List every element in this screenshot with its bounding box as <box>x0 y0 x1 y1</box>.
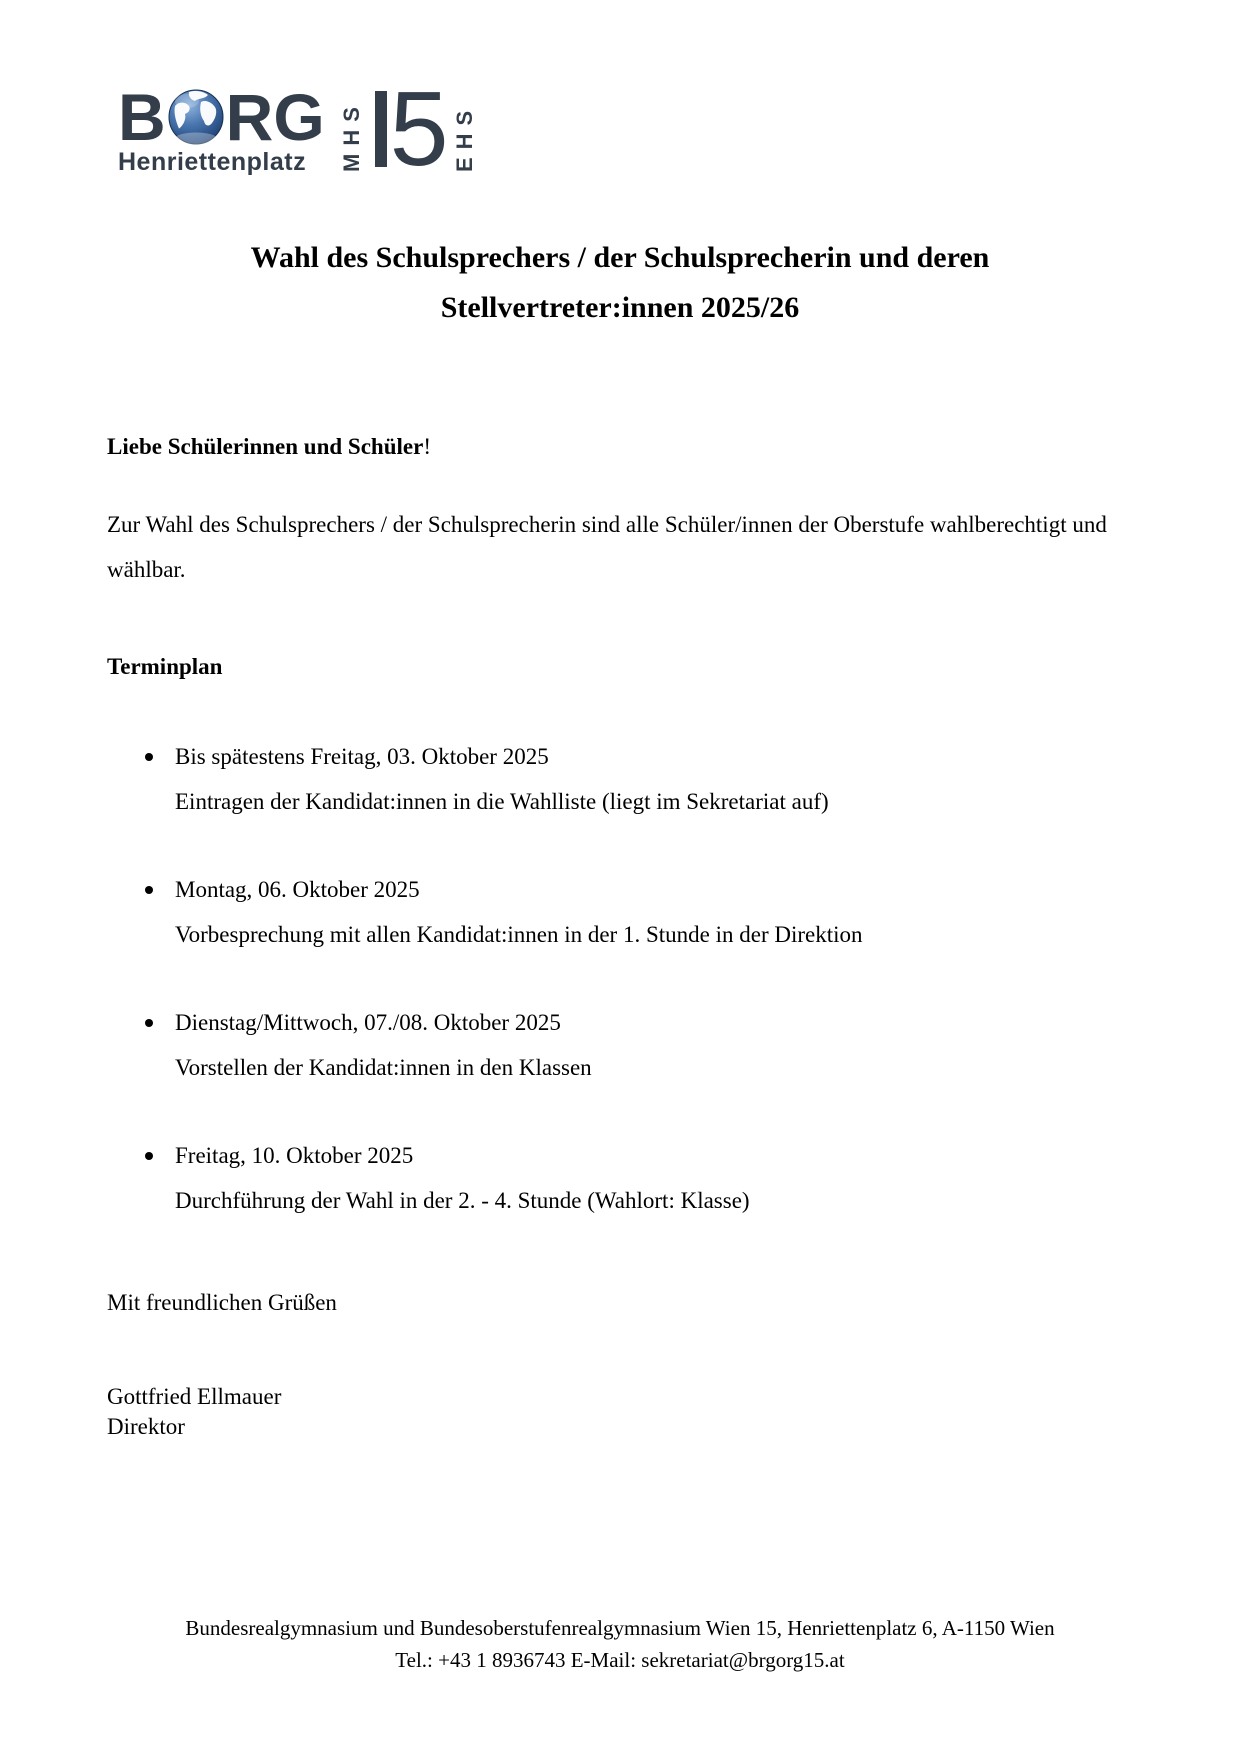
schedule-list <box>107 734 1137 1266</box>
footer-address-line: Bundesrealgymnasium und Bundesoberstufenrealgymnasium Wien 15, Henriettenplatz 6, A-1150 Wien <box>185 1616 1055 1640</box>
logo-letter-b: B <box>118 80 166 154</box>
schedule-item-description: Vorstellen der Kandidat:innen in den Klassen <box>175 1055 592 1080</box>
salutation-punctuation: ! <box>423 434 431 459</box>
bullet-icon <box>145 886 153 894</box>
logo-borg-word <box>118 80 325 154</box>
intro-paragraph: Zur Wahl des Schulsprechers / der Schulsprecherin sind alle Schüler/innen der Oberstufe wahlberechtigt und wählbar. <box>107 512 1107 582</box>
bullet-icon <box>145 1019 153 1027</box>
schedule-item <box>107 734 1137 824</box>
page-title <box>0 233 1240 333</box>
schedule-item-date: Montag, 06. Oktober 2025 <box>175 877 420 902</box>
schedule-item-date: Dienstag/Mittwoch, 07./08. Oktober 2025 <box>175 1010 561 1035</box>
page-title-line2: Stellvertreter:innen 2025/26 <box>440 291 800 324</box>
footer <box>0 1612 1240 1676</box>
schedule-item-description: Eintragen der Kandidat:innen in die Wahlliste (liegt im Sekretariat auf) <box>175 789 829 814</box>
salutation-text: Liebe Schülerinnen und Schüler <box>107 434 424 459</box>
schedule-item <box>107 1133 1137 1223</box>
signature-block <box>107 1382 281 1442</box>
bullet-icon <box>145 1152 153 1160</box>
schedule-item-date: Bis spätestens Freitag, 03. Oktober 2025 <box>175 744 549 769</box>
footer-contact-line: Tel.: +43 1 8936743 E-Mail: sekretariat@brgorg15.at <box>395 1648 845 1672</box>
closing-regards: Mit freundlichen Grüßen <box>107 1290 337 1315</box>
bullet-icon <box>145 753 153 761</box>
schedule-heading: Terminplan <box>107 654 223 679</box>
logo-letters-rg: RG <box>225 80 325 154</box>
page-title-line1: Wahl des Schulsprechers / der Schulsprecherin und deren <box>250 241 990 274</box>
globe-icon <box>168 89 224 145</box>
logo-digit-five: 5 <box>389 70 449 188</box>
salutation <box>107 424 431 469</box>
schedule-item-date: Freitag, 10. Oktober 2025 <box>175 1143 414 1168</box>
logo-borg-block <box>118 80 325 177</box>
logo-digit-one <box>375 91 387 167</box>
schedule-item <box>107 1000 1137 1090</box>
schedule-item-description: Durchführung der Wahl in der 2. - 4. Stunde (Wahlort: Klasse) <box>175 1188 750 1213</box>
schedule-item-description: Vorbesprechung mit allen Kandidat:innen in der 1. Stunde in der Direktion <box>175 922 863 947</box>
schedule-item <box>107 867 1137 957</box>
logo-ehs-vertical: EHS <box>451 102 477 172</box>
logo-subtitle: Henriettenplatz <box>118 148 307 176</box>
signature-name: Gottfried Ellmauer <box>107 1384 282 1409</box>
signature-role: Direktor <box>107 1414 185 1439</box>
school-logo <box>118 70 477 188</box>
logo-mhs-vertical: MHS <box>338 99 364 172</box>
